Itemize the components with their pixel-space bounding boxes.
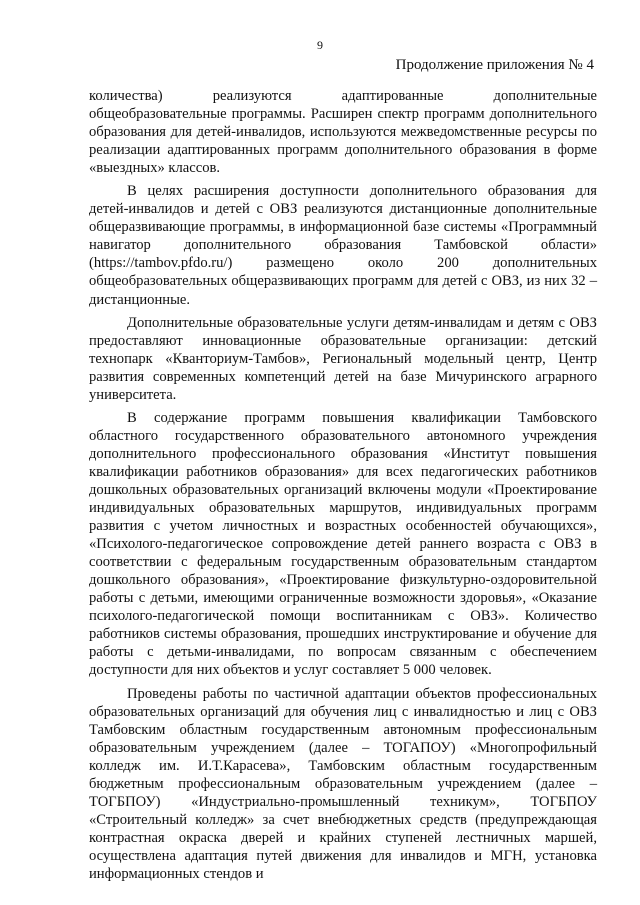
document-body	[89, 87, 597, 883]
appendix-header: Продолжение приложения № 4	[395, 57, 594, 73]
paragraph-innovative-organizations: Дополнительные образовательные услуги детям-инвалидам и детям с ОВЗ предоставляют инновационные образовательные организации: детский технопарк «Кванториум-Тамбов», Региональный модельный центр, Центр развития современных компетенций детей на базе Мичуринского аграрного университета.	[89, 314, 597, 403]
page-number: 9	[317, 38, 323, 52]
paragraph-distance-programs: В целях расширения доступности дополнительного образования для детей-инвалидов и детей с ОВЗ реализуются дистанционные дополнительные общеразвивающие программы, в информационной базе системы «Программный навигатор дополнительного образования Тамбовской области» (https://tambov.pfdo.ru/) размещено около 200 дополнительных общеобразовательных общеразвивающих программ для детей с ОВЗ, из них 32 – дистанционные.	[89, 183, 597, 308]
paragraph-qualification-programs: В содержание программ повышения квалификации Тамбовского областного государственного образовательного автономного учреждения дополнительного профессионального образования «Институт повышения квалификации работников образования» для всех педагогических работников дошкольных образовательных организаций включены модули «Проектирование индивидуальных образовательных маршрутов, индивидуальных программ развития с учетом личностных и возрастных особенностей обучающихся», «Психолого-педагогическое сопровождение детей раннего возраста с ОВЗ в соответствии с федеральным государственным образовательным стандартом дошкольного образования», «Проектирование физкультурно-оздоровительной работы с детьми, имеющими ограниченные возможности здоровья», «Оказание психолого-педагогической помощи воспитанникам с ОВЗ». Количество работников системы образования, прошедших инструктирование и обучение для работы с детьми-инвалидами, по вопросам связанным с обеспечением доступности для них объектов и услуг составляет 5 000 человек.	[89, 409, 597, 679]
paragraph-continuation: количества) реализуются адаптированные дополнительные общеобразовательные программы. Расширен спектр программ дополнительного образования для детей-инвалидов, используются межведомственные ресурсы по реализации адаптированных программ дополнительного образования в форме «выездных» классов.	[89, 88, 597, 177]
paragraph-adaptation-works: Проведены работы по частичной адаптации объектов профессиональных образовательных организаций для обучения лиц с инвалидностью и лиц с ОВЗ Тамбовским областным государственным автономным профессиональным образовательным учреждением (далее – ТОГАПОУ) «Многопрофильный колледж им. И.Т.Карасева», Тамбовским областным государственным бюджетным профессиональным образовательным учреждением (далее – ТОГБПОУ) «Индустриально-промышленный техникум», ТОГБПОУ «Строительный колледж» за счет внебюджетных средств (предупреждающая контрастная окраска дверей и крайних ступеней лестничных маршей, осуществлена адаптация путей движения для инвалидов и МГН, установка информационных стендов и	[89, 685, 597, 882]
